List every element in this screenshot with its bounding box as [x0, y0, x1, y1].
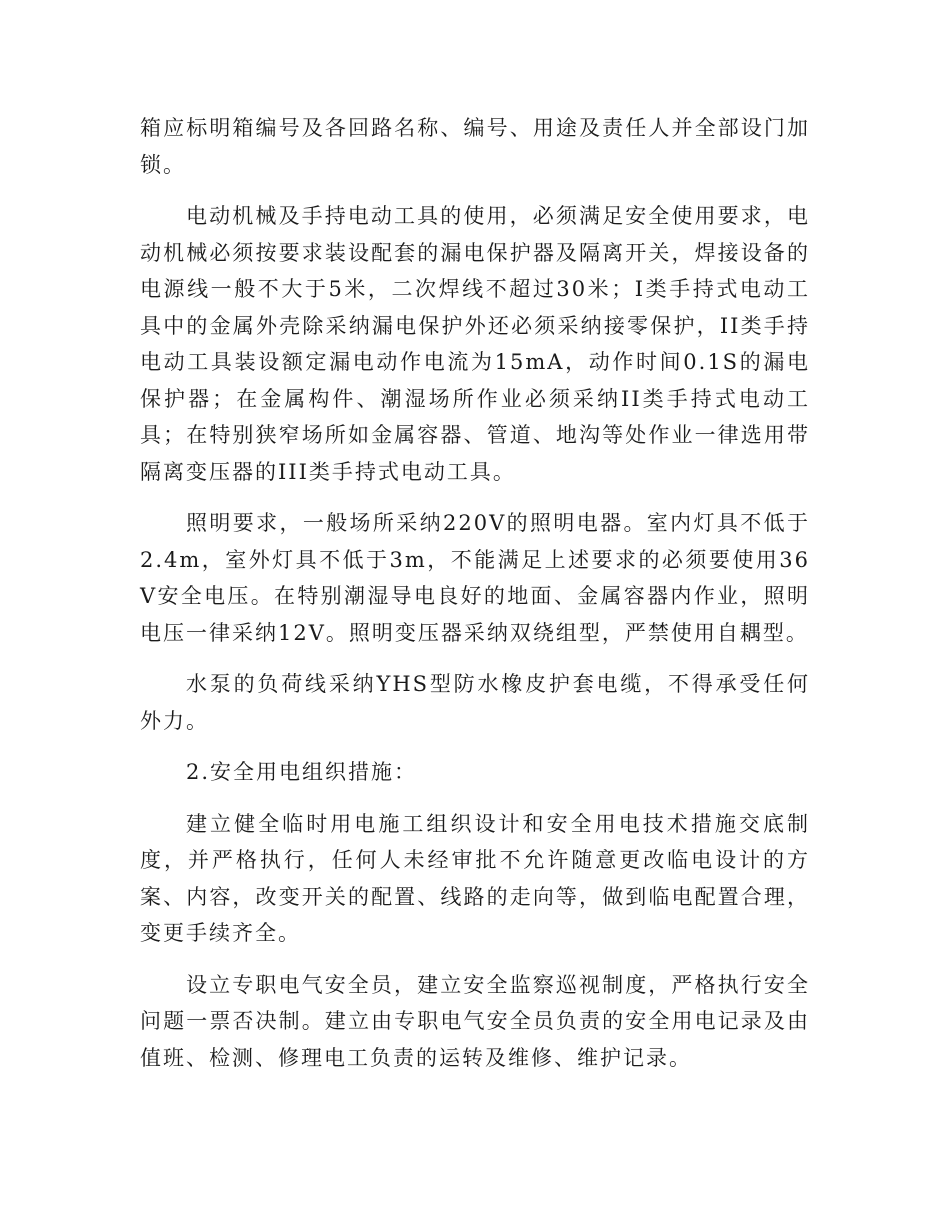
paragraph-water-pump: 水泵的负荷线采纳YHS型防水橡皮护套电缆，不得承受任何外力。	[140, 672, 810, 733]
paragraph-power-tools: 电动机械及手持电动工具的使用，必须满足安全使用要求，电动机械必须按要求装设配套的漏电保护器及隔离开关，焊接设备的电源线一般不大于5米，二次焊线不超过30米；Ⅰ类手持式电动工具中的金属外壳除采纳漏电保护外还必须采纳接零保护，II类手持电动工具装设额定漏电动作电流为15mA，动作时间0.1S的漏电保护器；在金属构件、潮湿场所作业必须采纳II类手持式电动工具；在特别狭窄场所如金属容器、管道、地沟等处作业一律选用带隔离变压器的III类手持式电动工具。	[140, 204, 810, 484]
document-body	[140, 110, 810, 1091]
paragraph-design-system: 建立健全临时用电施工组织设计和安全用电技术措施交底制度，并严格执行，任何人未经审批不允许随意更改临电设计的方案、内容，改变开关的配置、线路的走向等，做到临电配置合理，变更手续齐全。	[140, 811, 810, 945]
paragraph-safety-officer: 设立专职电气安全员，建立安全监察巡视制度，严格执行安全问题一票否决制。建立由专职电气安全员负责的安全用电记录及由值班、检测、修理电工负责的运转及维修、维护记录。	[140, 972, 810, 1070]
paragraph-distribution-box: 箱应标明箱编号及各回路名称、编号、用途及责任人并全部设门加锁。	[140, 116, 810, 177]
paragraph-lighting: 照明要求，一般场所采纳220V的照明电器。室内灯具不低于2.4m，室外灯具不低于3m，不能满足上述要求的必须要使用36V安全电压。在特别潮湿导电良好的地面、金属容器内作业，照明电压一律采纳12V。照明变压器采纳双绕组型，严禁使用自耦型。	[140, 511, 810, 645]
section-heading: 2.安全用电组织措施：	[186, 760, 418, 784]
